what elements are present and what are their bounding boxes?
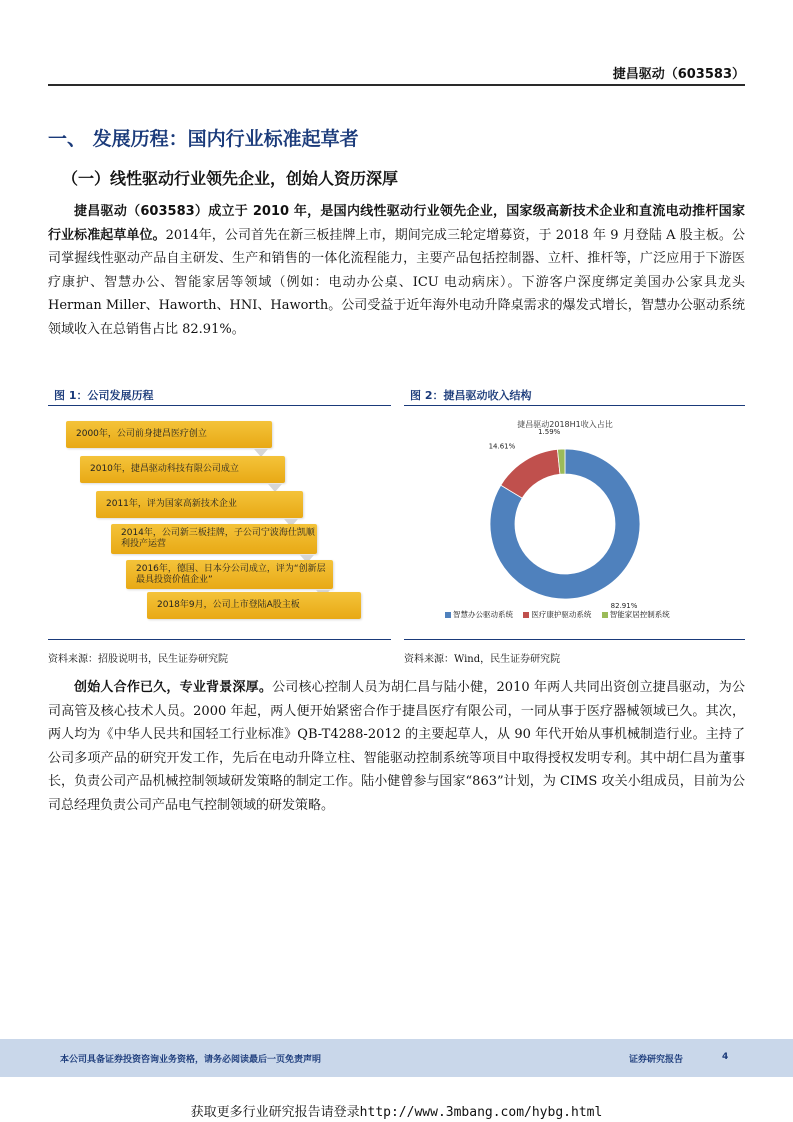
paragraph-intro	[48, 200, 745, 341]
legend-label: 智慧办公驱动系统	[453, 610, 513, 619]
legend-item	[523, 610, 591, 619]
legend-label: 智能家居控制系统	[609, 610, 670, 619]
chart-title: 捷昌驱动2018H1收入占比	[517, 420, 613, 429]
legend-swatch	[523, 612, 529, 618]
figure1-bottom-rule	[48, 639, 391, 640]
header-company: 捷昌驱动（603583）	[612, 67, 745, 82]
paragraph-founders-lead: 创始人合作已久，专业背景深厚。	[74, 680, 273, 695]
chart-legend	[445, 609, 670, 620]
paragraph-founders	[48, 676, 745, 817]
figure1-timeline	[48, 406, 391, 638]
donut-chart	[404, 406, 745, 638]
timeline-step: 2014年，公司新三板挂牌，子公司宁波海仕凯顺利投产运营	[111, 524, 317, 554]
paragraph-intro-lead: 捷昌驱动（603583）成立于 2010 年，是国内线性驱动行业领先企业，国家级高新技术企业和直流电动推杆国家行业标准起草单位。	[48, 204, 745, 243]
figure2-source: 资料来源：Wind，民生证券研究院	[404, 654, 561, 665]
footer-page-number: 4	[722, 1052, 729, 1062]
legend-label: 医疗康护驱动系统	[531, 610, 592, 619]
paragraph-intro-body: 2014年，公司首先在新三板挂牌上市，期间完成三轮定增募资，于 2018 年 9 月登陆 A 股主板。公司掌握线性驱动产品自主研发、生产和销售的一体化流程能力，主要产品包括控制器、立杆、推杆等，广泛应用于下游医疗康护、智慧办公、智能家居等领域（例如：电动办公桌、ICU 电动病床）。下游客户深度绑定美国办公家具龙头 Herman Miller、Haworth、HNI、Haworth。公司受益于近年海外电动升降桌需求的爆发式增长，智慧办公驱动系统领域收入在总销售占比 82.91%。	[48, 227, 745, 337]
figure2-title: 图 2：捷昌驱动收入结构	[410, 389, 532, 402]
footer-report-type: 证券研究报告	[629, 1055, 684, 1065]
figure2-bottom-rule	[404, 639, 745, 640]
header-divider	[48, 84, 745, 86]
donut-slice	[501, 449, 560, 498]
slice-value-label: 14.61%	[488, 442, 516, 451]
timeline-step: 2011年，评为国家高新技术企业	[96, 491, 303, 518]
figure1-source: 资料来源：招股说明书，民生证券研究院	[48, 654, 228, 665]
timeline-step: 2000年，公司前身捷昌医疗创立	[66, 421, 272, 448]
legend-item	[445, 610, 513, 619]
slice-value-label: 1.59%	[538, 428, 561, 437]
legend-item	[602, 610, 670, 619]
slice-value-label: 82.91%	[610, 602, 638, 611]
timeline-step: 2010年，捷昌驱动科技有限公司成立	[80, 456, 285, 483]
bottom-link[interactable]: 获取更多行业研究报告请登录http://www.3mbang.com/hybg.html	[190, 1105, 603, 1120]
legend-swatch	[445, 612, 451, 618]
section-title: 一、 发展历程：国内行业标准起草者	[48, 128, 359, 150]
figure1-title: 图 1：公司发展历程	[54, 389, 154, 402]
subsection-title: （一）线性驱动行业领先企业，创始人资历深厚	[62, 169, 399, 188]
legend-swatch	[602, 612, 608, 618]
footer-disclaimer: 本公司具备证券投资咨询业务资格，请务必阅读最后一页免责声明	[60, 1055, 322, 1065]
timeline-step: 2016年，德国、日本分公司成立，评为“创新层最具投资价值企业”	[126, 560, 333, 589]
paragraph-founders-body: 公司核心控制人员为胡仁昌与陆小健，2010 年两人共同出资创立捷昌驱动，为公司高管及核心技术人员。2000 年起，两人便开始紧密合作于捷昌医疗有限公司，一同从事于医疗器械领域已久。其次，两人均为《中华人民共和国轻工行业标准》QB-T4288-2012 的主要起草人，从 90 年代开始从事机械制造行业。主持了公司多项产品的研究开发工作，先后在电动升降立柱、智能驱动控制系统等项目中取得授权发明专利。其中胡仁昌为董事长，负责公司产品机械控制领域研发策略的制定工作。陆小健曾参与国家“863”计划，为 CIMS 攻关小组成员，目前为公司总经理负责公司产品电气控制领域的研发策略。	[48, 680, 745, 813]
timeline-step: 2018年9月，公司上市登陆A股主板	[147, 592, 361, 619]
